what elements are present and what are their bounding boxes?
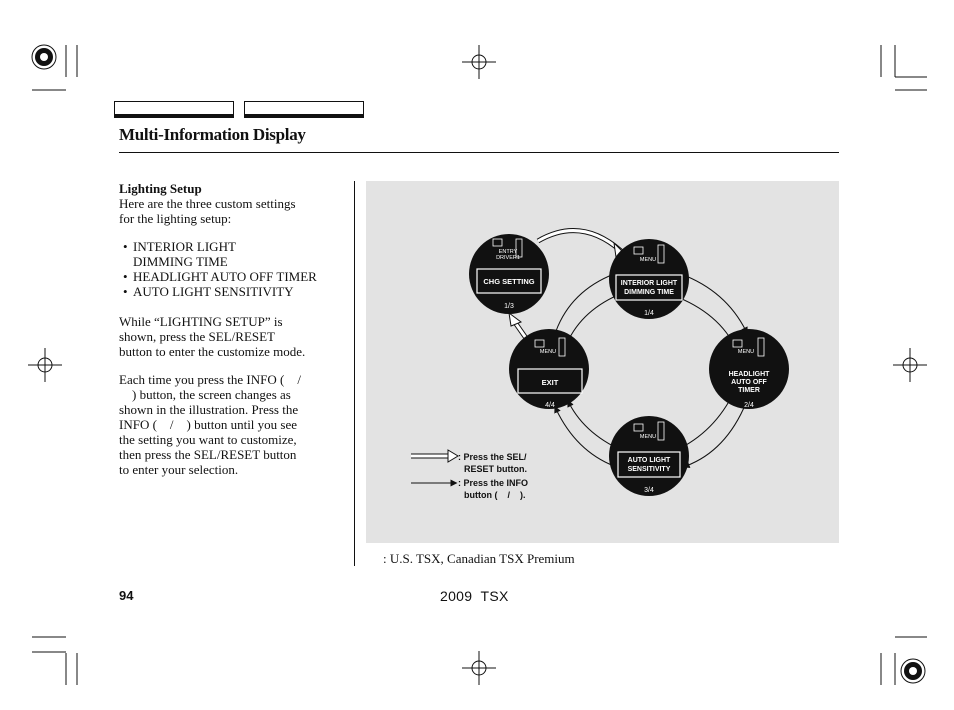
footnote: : U.S. TSX, Canadian TSX Premium [383, 551, 575, 566]
screen-label: AUTO OFF [731, 379, 767, 386]
diagram-legend [411, 450, 528, 500]
screen-top-label: MENU [539, 349, 557, 355]
section-tab-1 [114, 101, 234, 118]
paragraph-line: INFO ( / ) button until you see [119, 417, 298, 432]
screen-chg-setting [469, 234, 549, 314]
column-divider [354, 181, 355, 566]
screen-label: SENSITIVITY [627, 466, 671, 473]
title-rule [119, 152, 839, 153]
bullet-headlight-timer: HEADLIGHT AUTO OFF TIMER [133, 269, 317, 284]
screen-label: HEADLIGHT [728, 371, 770, 378]
legend-sel-text: RESET button. [464, 464, 527, 474]
screen-interior-light [609, 239, 689, 319]
screen-top-label: MENU [639, 257, 657, 263]
screen-label: EXIT [541, 378, 559, 387]
screen-label: CHG SETTING [483, 277, 535, 286]
paragraph-line: then press the SEL/RESET button [119, 447, 297, 462]
legend-info-text: button ( / ). [464, 490, 526, 500]
paragraph-line: ) button, the screen changes as [119, 387, 291, 402]
legend-sel-text: : Press the SEL/ [458, 452, 527, 462]
bullet-marker: • [123, 269, 128, 284]
paragraph-line: Each time you press the INFO ( / [119, 372, 301, 387]
screen-label: TIMER [738, 387, 760, 394]
screen-auto-light [609, 416, 689, 496]
bullet-interior-light: INTERIOR LIGHT [133, 239, 236, 254]
paragraph-line: shown, press the SEL/RESET [119, 329, 275, 344]
bullet-interior-light-cont: DIMMING TIME [133, 254, 228, 269]
screen-top-label: MENU [737, 349, 755, 355]
screen-page: 3/4 [644, 487, 654, 494]
screen-headlight-timer [709, 329, 789, 409]
paragraph-line: to enter your selection. [119, 462, 239, 477]
screen-label: AUTO LIGHT [627, 457, 671, 464]
screen-page: 4/4 [545, 402, 555, 409]
section-heading: Lighting Setup [119, 181, 202, 196]
paragraph-line: the setting you want to customize, [119, 432, 297, 447]
screen-page: 2/4 [744, 402, 754, 409]
legend-info-text: : Press the INFO [458, 478, 529, 488]
paragraph-line: button to enter the customize mode. [119, 344, 306, 359]
screen-page: 1/4 [644, 310, 654, 317]
screen-top-label: MENU [639, 434, 657, 440]
screen-top-label: ENTRY [498, 249, 518, 255]
screen-label: INTERIOR LIGHT [620, 280, 678, 287]
intro-line: Here are the three custom settings [119, 196, 296, 211]
model-label: 2009 TSX [440, 588, 509, 604]
screen-top-label: DRIVER1 [496, 255, 520, 261]
screen-page: 1/3 [504, 303, 514, 310]
paragraph-line: shown in the illustration. Press the [119, 402, 299, 417]
section-tab-2 [244, 101, 364, 118]
bullet-auto-light: AUTO LIGHT SENSITIVITY [133, 284, 294, 299]
page-title: Multi-Information Display [119, 125, 306, 144]
intro-line: for the lighting setup: [119, 211, 232, 226]
screen-exit [509, 329, 589, 409]
page-number: 94 [119, 588, 134, 603]
display-flow-diagram [366, 181, 839, 543]
bullet-marker: • [123, 239, 128, 254]
screen-label: DIMMING TIME [624, 289, 674, 296]
bullet-marker: • [123, 284, 128, 299]
paragraph-line: While “LIGHTING SETUP” is [119, 314, 283, 329]
